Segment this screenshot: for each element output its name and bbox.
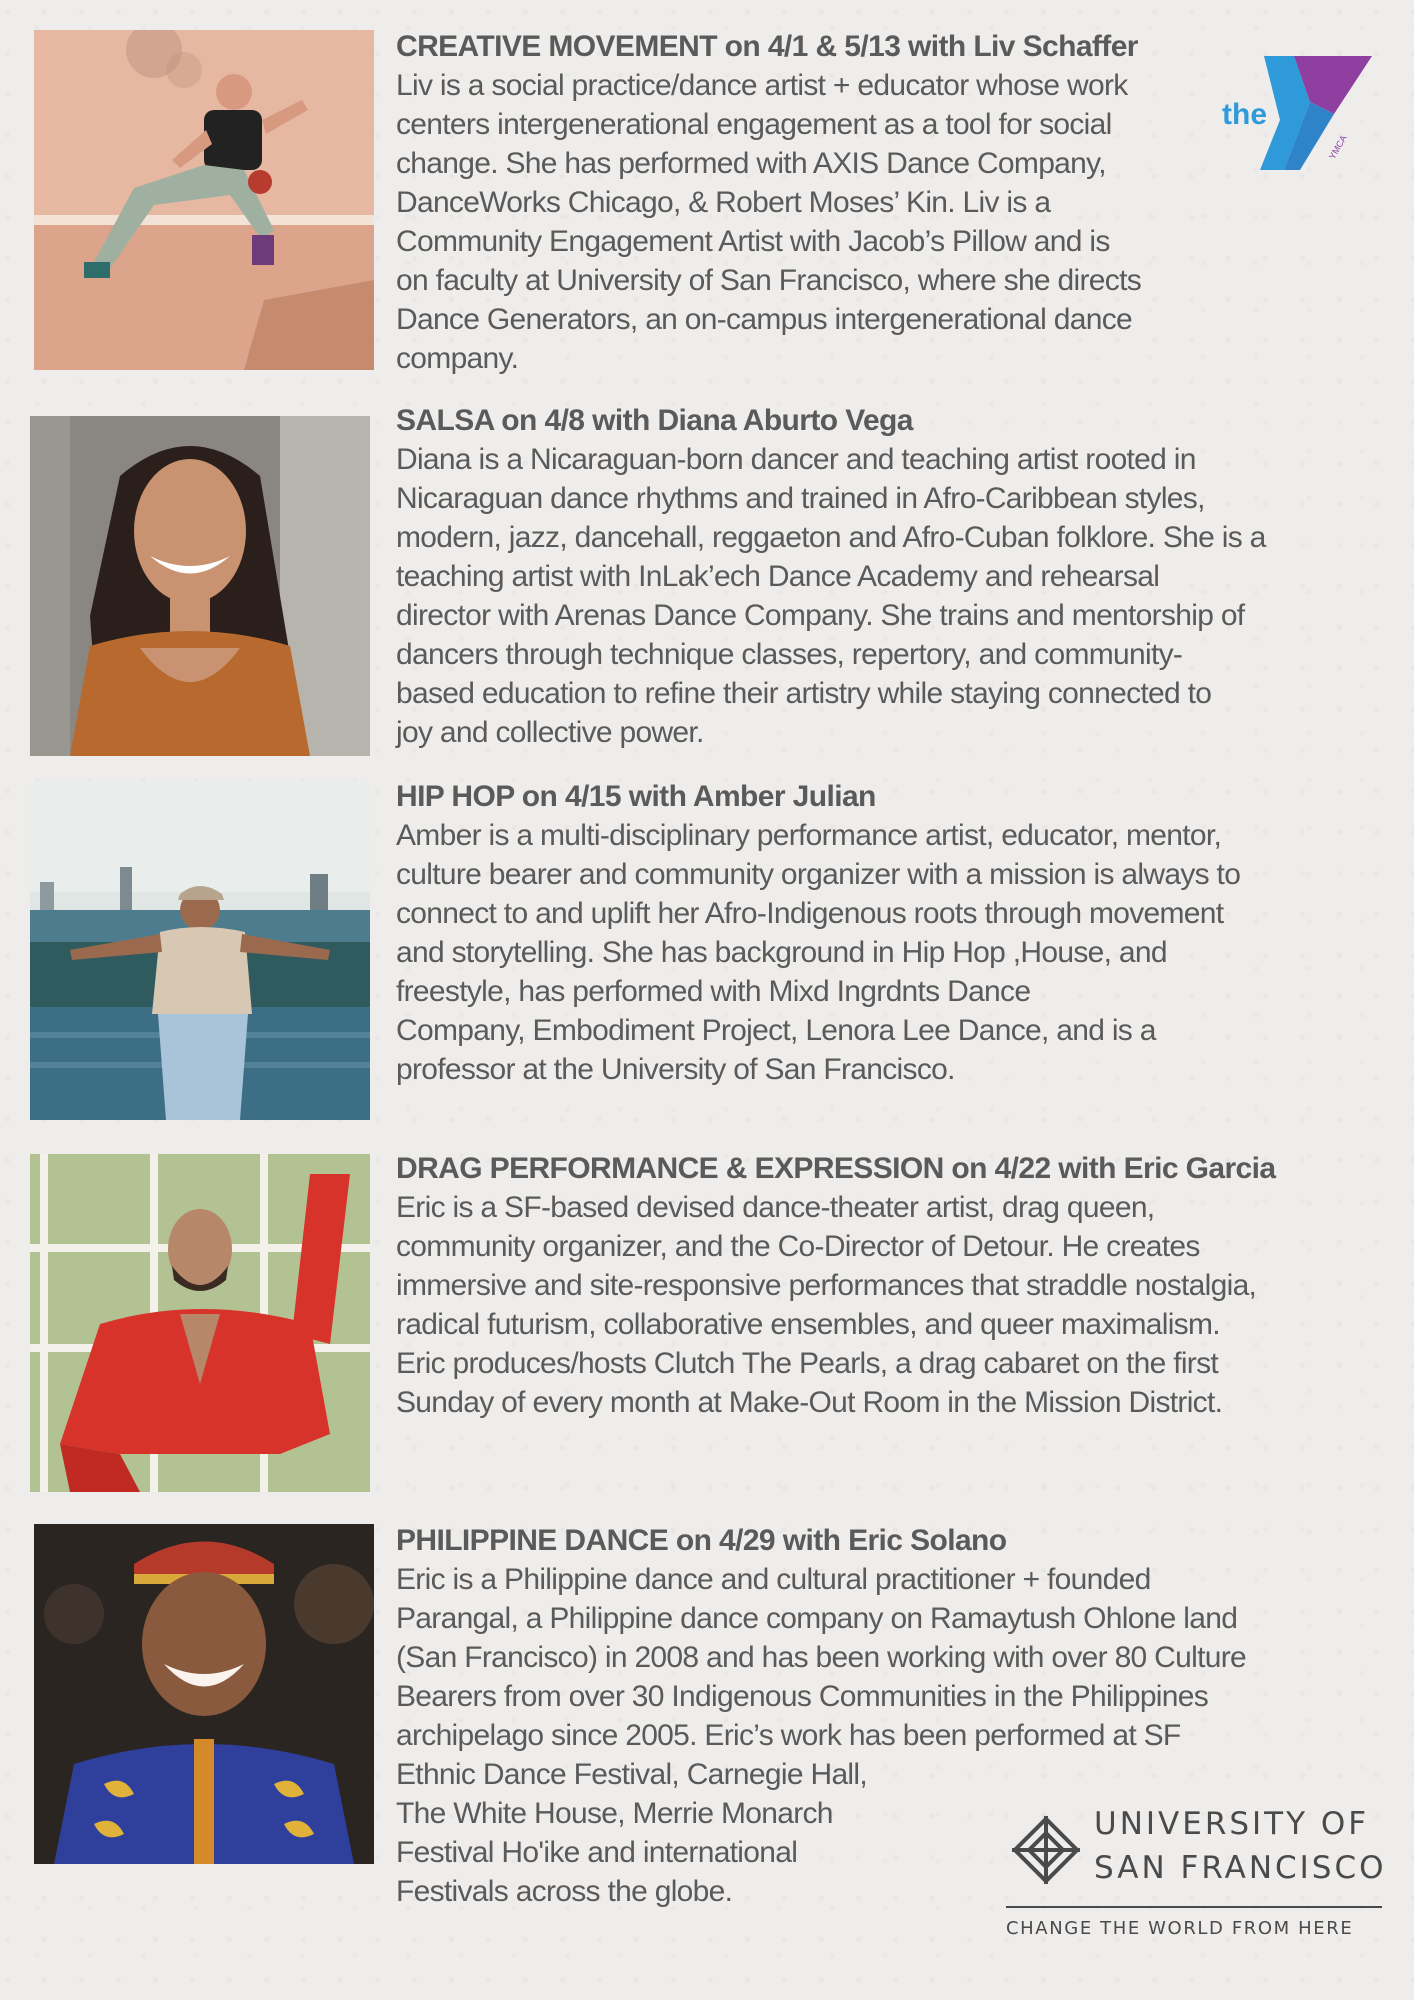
- section-heading: SALSA on 4/8 with Diana Aburto Vega: [396, 404, 913, 437]
- section-bio: Eric is a SF-based devised dance-theater artist, drag queen, community organizer, and the Co-Director of Detour. He creates immersive and site-responsive performances that straddle nostalgia, radical futurism, collaborative ensembles, and queer maximalism. Eric produces/hosts Clutch The Pearls, a drag cabaret on the first Sunday of every month at Make-Out Room in the Mission District.: [396, 1191, 1257, 1419]
- dancer-photo: [34, 30, 374, 370]
- section-drag-performance: [396, 1150, 1356, 1422]
- usf-logo: [1006, 1806, 1386, 1946]
- ymca-small: YMCA: [1327, 133, 1349, 161]
- eric-garcia-photo: [30, 1154, 370, 1492]
- section-heading: HIP HOP on 4/15 with Amber Julian: [396, 780, 876, 813]
- section-bio: Amber is a multi-disciplinary performance artist, educator, mentor, culture bearer and community organizer with a mission is always to connect to and uplift her Afro-Indigenous roots through movement and storytelling. She has background in Hip Hop ,House, and freestyle, has performed with Mixd Ingrdnts Dance Company, Embodiment Project, Lenora Lee Dance, and is a professor at the University of San Francisco.: [396, 819, 1241, 1086]
- diana-photo: [30, 416, 370, 756]
- section-bio: Diana is a Nicaraguan-born dancer and teaching artist rooted in Nicaraguan dance rhythms and trained in Afro-Caribbean styles, modern, jazz, dancehall, reggaeton and Afro-Cuban folklore. She is a teaching artist with InLak’ech Dance Academy and rehearsal director with Arenas Dance Company. She trains and mentorship of dancers through technique classes, repertory, and community- based education to refine their artistry while staying connected to joy and collective power.: [396, 443, 1266, 749]
- section-bio: Eric is a Philippine dance and cultural practitioner + founded Parangal, a Philippine dance company on Ramaytush Ohlone land (San Francisco) in 2008 and has been working with over 80 Culture Bearers from over 30 Indigenous Communities in the Philippines archipelago since 2005. Eric’s work has been performed at SF Ethnic Dance Festival, Carnegie Hall, The White House, Merrie Monarch Festival Ho'ike and international Festivals across the globe.: [396, 1563, 1246, 1908]
- section-heading: DRAG PERFORMANCE & EXPRESSION on 4/22 with Eric Garcia: [396, 1152, 1276, 1185]
- ymca-logo: [1222, 50, 1372, 175]
- eric-solano-photo: [34, 1524, 374, 1864]
- section-hip-hop: [396, 778, 1356, 1089]
- usf-emblem-icon: [1006, 1810, 1086, 1890]
- ymca-word: the: [1222, 98, 1267, 131]
- section-salsa: [396, 402, 1356, 752]
- section-creative-movement: [396, 28, 1356, 378]
- usf-name-line2: SAN FRANCISCO: [1094, 1850, 1387, 1886]
- usf-divider: [1006, 1906, 1382, 1908]
- usf-name-line1: UNIVERSITY OF: [1094, 1806, 1370, 1842]
- usf-tagline: CHANGE THE WORLD FROM HERE: [1006, 1918, 1354, 1939]
- section-heading: CREATIVE MOVEMENT on 4/1 & 5/13 with Liv Schaffer: [396, 30, 1138, 63]
- section-bio: Liv is a social practice/dance artist + educator whose work centers intergenerational engagement as a tool for social change. She has performed with AXIS Dance Company, DanceWorks Chicago, & Robert Moses’ Kin. Liv is a Community Engagement Artist with Jacob’s Pillow and is on faculty at University of San Francisco, where she directs Dance Generators, an on-campus intergenerational dance company.: [396, 69, 1142, 375]
- section-heading: PHILIPPINE DANCE on 4/29 with Eric Solano: [396, 1524, 1007, 1557]
- amber-photo: [30, 782, 370, 1120]
